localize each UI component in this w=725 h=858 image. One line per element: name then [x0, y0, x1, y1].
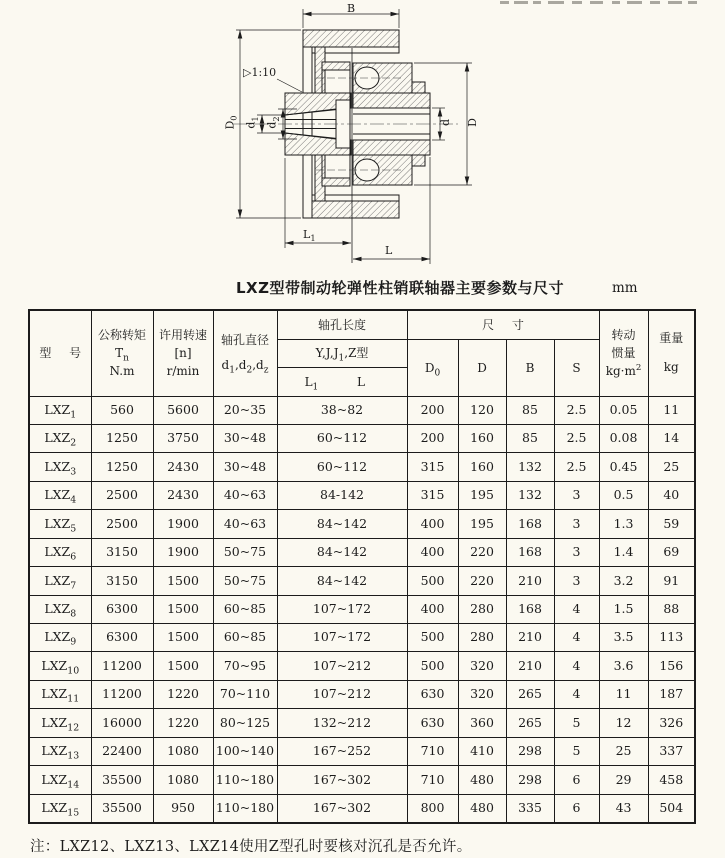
table-row: [29, 481, 695, 509]
value-cell: 25: [648, 453, 695, 481]
header-L: L: [356, 374, 365, 389]
model-cell: $LXZ_4$: [29, 481, 91, 509]
value-cell: 6: [554, 794, 599, 822]
header-D0: $D_0$: [407, 339, 458, 396]
model-cell: $LXZ_3$: [29, 453, 91, 481]
value-cell: 2430: [153, 453, 213, 481]
header-B: B: [506, 339, 554, 396]
value-cell: 337: [648, 737, 695, 765]
footnote: 注：LXZ12、LXZ13、LXZ14使用Z型孔时要核对沉孔是否允许。: [30, 839, 472, 855]
value-cell: 1.3: [599, 510, 648, 538]
value-cell: 1500: [153, 595, 213, 623]
value-cell: 70~110: [213, 680, 277, 708]
value-cell: 84~142: [277, 538, 407, 566]
value-cell: 2500: [91, 481, 153, 509]
value-cell: 298: [506, 737, 554, 765]
value-cell: 630: [407, 709, 458, 737]
value-cell: 160: [458, 424, 506, 452]
value-cell: 187: [648, 680, 695, 708]
table-row: [29, 424, 695, 452]
value-cell: 360: [458, 709, 506, 737]
dim-label-D: D: [465, 118, 479, 127]
value-cell: 1220: [153, 680, 213, 708]
value-cell: 326: [648, 709, 695, 737]
table-header: [29, 310, 695, 396]
table-row: [29, 453, 695, 481]
value-cell: 107~172: [277, 595, 407, 623]
value-cell: 0.05: [599, 396, 648, 424]
value-cell: 195: [458, 481, 506, 509]
header-model: 型 号: [29, 310, 91, 396]
value-cell: 560: [91, 396, 153, 424]
header-bore-diameter: 轴孔直径 $d_1,d_2,d_z$: [213, 310, 277, 396]
value-cell: 132: [506, 481, 554, 509]
value-cell: 85: [506, 396, 554, 424]
dim-label-L1: $L_1$: [303, 228, 316, 244]
value-cell: 280: [458, 624, 506, 652]
value-cell: 3: [554, 567, 599, 595]
value-cell: 29: [599, 766, 648, 794]
value-cell: 167~252: [277, 737, 407, 765]
value-cell: 710: [407, 766, 458, 794]
table-row: [29, 680, 695, 708]
table-row: [29, 652, 695, 680]
value-cell: 40~63: [213, 510, 277, 538]
header-bore-type: $Y,J,J_1,Z$型: [277, 339, 407, 367]
model-cell: $LXZ_7$: [29, 567, 91, 595]
table-row: [29, 538, 695, 566]
value-cell: 70~95: [213, 652, 277, 680]
value-cell: 5: [554, 737, 599, 765]
value-cell: 40~63: [213, 481, 277, 509]
table-row: [29, 766, 695, 794]
value-cell: 3: [554, 481, 599, 509]
value-cell: 315: [407, 453, 458, 481]
value-cell: 265: [506, 680, 554, 708]
value-cell: 400: [407, 595, 458, 623]
model-cell: $LXZ_5$: [29, 510, 91, 538]
value-cell: 3150: [91, 538, 153, 566]
value-cell: 113: [648, 624, 695, 652]
value-cell: 132~212: [277, 709, 407, 737]
value-cell: 100~140: [213, 737, 277, 765]
value-cell: 110~180: [213, 794, 277, 822]
value-cell: 4: [554, 652, 599, 680]
value-cell: 480: [458, 794, 506, 822]
value-cell: 210: [506, 567, 554, 595]
value-cell: 168: [506, 538, 554, 566]
value-cell: 1500: [153, 624, 213, 652]
value-cell: 0.5: [599, 481, 648, 509]
model-cell: $LXZ_{10}$: [29, 652, 91, 680]
value-cell: 30~48: [213, 453, 277, 481]
value-cell: 2.5: [554, 396, 599, 424]
value-cell: 200: [407, 424, 458, 452]
value-cell: 11: [599, 680, 648, 708]
value-cell: 69: [648, 538, 695, 566]
value-cell: 0.45: [599, 453, 648, 481]
value-cell: 1.4: [599, 538, 648, 566]
value-cell: 3150: [91, 567, 153, 595]
value-cell: 120: [458, 396, 506, 424]
value-cell: 1500: [153, 567, 213, 595]
value-cell: 410: [458, 737, 506, 765]
header-S: S: [554, 339, 599, 396]
value-cell: 59: [648, 510, 695, 538]
table-row: [29, 510, 695, 538]
value-cell: 220: [458, 567, 506, 595]
value-cell: 400: [407, 538, 458, 566]
table-body: [29, 396, 695, 823]
value-cell: 4: [554, 680, 599, 708]
value-cell: 6: [554, 766, 599, 794]
value-cell: 500: [407, 652, 458, 680]
value-cell: 200: [407, 396, 458, 424]
model-cell: $LXZ_{15}$: [29, 794, 91, 822]
header-L1: $L_1$: [304, 374, 319, 392]
header-L1-L: [277, 367, 407, 396]
value-cell: 30~48: [213, 424, 277, 452]
value-cell: 3750: [153, 424, 213, 452]
value-cell: 480: [458, 766, 506, 794]
value-cell: 280: [458, 595, 506, 623]
value-cell: 800: [407, 794, 458, 822]
header-D: D: [458, 339, 506, 396]
value-cell: 950: [153, 794, 213, 822]
value-cell: 3.5: [599, 624, 648, 652]
table-row: [29, 567, 695, 595]
value-cell: 500: [407, 624, 458, 652]
value-cell: 3.2: [599, 567, 648, 595]
value-cell: 1220: [153, 709, 213, 737]
value-cell: 168: [506, 510, 554, 538]
model-cell: $LXZ_9$: [29, 624, 91, 652]
value-cell: 1250: [91, 453, 153, 481]
value-cell: 60~112: [277, 424, 407, 452]
value-cell: 1080: [153, 766, 213, 794]
coupling-section-drawing: [0, 0, 725, 272]
value-cell: 156: [648, 652, 695, 680]
table-row: [29, 624, 695, 652]
value-cell: 50~75: [213, 567, 277, 595]
parameters-table: [28, 309, 696, 824]
value-cell: 107~212: [277, 680, 407, 708]
table-row: [29, 709, 695, 737]
value-cell: 4: [554, 624, 599, 652]
value-cell: 43: [599, 794, 648, 822]
value-cell: 11200: [91, 652, 153, 680]
cropped-text-artifact: [500, 1, 697, 4]
value-cell: 84~142: [277, 510, 407, 538]
value-cell: 60~112: [277, 453, 407, 481]
model-cell: $LXZ_{13}$: [29, 737, 91, 765]
value-cell: 2.5: [554, 424, 599, 452]
model-cell: $LXZ_{11}$: [29, 680, 91, 708]
value-cell: 1500: [153, 652, 213, 680]
dim-label-d: d: [439, 118, 453, 127]
value-cell: 195: [458, 510, 506, 538]
value-cell: 35500: [91, 766, 153, 794]
taper-annotation: ▷1:10: [243, 66, 277, 79]
value-cell: 0.08: [599, 424, 648, 452]
value-cell: 20~35: [213, 396, 277, 424]
value-cell: 1.5: [599, 595, 648, 623]
value-cell: 14: [648, 424, 695, 452]
value-cell: 710: [407, 737, 458, 765]
header-weight: 重量 kg: [648, 310, 695, 396]
value-cell: 25: [599, 737, 648, 765]
value-cell: 167~302: [277, 766, 407, 794]
model-cell: $LXZ_8$: [29, 595, 91, 623]
value-cell: 11: [648, 396, 695, 424]
value-cell: 16000: [91, 709, 153, 737]
value-cell: 220: [458, 538, 506, 566]
value-cell: 1250: [91, 424, 153, 452]
model-cell: $LXZ_2$: [29, 424, 91, 452]
header-inertia: 转动 惯量 $kg\cdot m^2$: [599, 310, 648, 396]
value-cell: 168: [506, 595, 554, 623]
dim-label-d2: $d_2$: [265, 116, 281, 129]
table-row: [29, 595, 695, 623]
table-row: [29, 794, 695, 822]
value-cell: 210: [506, 624, 554, 652]
header-torque: 公称转矩$T_n$ N.m: [91, 310, 153, 396]
value-cell: 3: [554, 538, 599, 566]
value-cell: 500: [407, 567, 458, 595]
model-cell: $LXZ_{12}$: [29, 709, 91, 737]
value-cell: 38~82: [277, 396, 407, 424]
value-cell: 84-142: [277, 481, 407, 509]
dim-label-B: B: [347, 2, 356, 15]
header-size: 尺 寸: [407, 310, 599, 339]
value-cell: 4: [554, 595, 599, 623]
value-cell: 110~180: [213, 766, 277, 794]
table-title: LXZ型带制动轮弹性柱销联轴器主要参数与尺寸: [235, 279, 564, 297]
header-speed: 许用转速 [n] r/min: [153, 310, 213, 396]
value-cell: 107~212: [277, 652, 407, 680]
value-cell: 160: [458, 453, 506, 481]
value-cell: 335: [506, 794, 554, 822]
unit-label: mm: [612, 280, 638, 296]
value-cell: 84~142: [277, 567, 407, 595]
dim-label-L: L: [385, 244, 393, 257]
value-cell: 2430: [153, 481, 213, 509]
value-cell: 400: [407, 510, 458, 538]
value-cell: 504: [648, 794, 695, 822]
value-cell: 210: [506, 652, 554, 680]
value-cell: 1900: [153, 538, 213, 566]
table-row: [29, 737, 695, 765]
value-cell: 80~125: [213, 709, 277, 737]
value-cell: 107~172: [277, 624, 407, 652]
model-cell: $LXZ_1$: [29, 396, 91, 424]
value-cell: 35500: [91, 794, 153, 822]
value-cell: 3: [554, 510, 599, 538]
value-cell: 5600: [153, 396, 213, 424]
dim-label-D0: $D_0$: [223, 115, 239, 130]
value-cell: 40: [648, 481, 695, 509]
value-cell: 630: [407, 680, 458, 708]
value-cell: 458: [648, 766, 695, 794]
model-cell: $LXZ_6$: [29, 538, 91, 566]
value-cell: 2.5: [554, 453, 599, 481]
value-cell: 11200: [91, 680, 153, 708]
value-cell: 91: [648, 567, 695, 595]
value-cell: 320: [458, 680, 506, 708]
value-cell: 167~302: [277, 794, 407, 822]
value-cell: 6300: [91, 595, 153, 623]
value-cell: 132: [506, 453, 554, 481]
value-cell: 85: [506, 424, 554, 452]
value-cell: 315: [407, 481, 458, 509]
value-cell: 6300: [91, 624, 153, 652]
header-bore-length: 轴孔长度: [277, 310, 407, 339]
value-cell: 2500: [91, 510, 153, 538]
value-cell: 12: [599, 709, 648, 737]
value-cell: 265: [506, 709, 554, 737]
value-cell: 22400: [91, 737, 153, 765]
value-cell: 60~85: [213, 595, 277, 623]
value-cell: 298: [506, 766, 554, 794]
table-row: [29, 396, 695, 424]
model-cell: $LXZ_{14}$: [29, 766, 91, 794]
value-cell: 5: [554, 709, 599, 737]
dim-label-d1: $d_1$: [244, 116, 260, 129]
value-cell: 60~85: [213, 624, 277, 652]
value-cell: 320: [458, 652, 506, 680]
value-cell: 50~75: [213, 538, 277, 566]
value-cell: 1080: [153, 737, 213, 765]
value-cell: 1900: [153, 510, 213, 538]
value-cell: 88: [648, 595, 695, 623]
value-cell: 3.6: [599, 652, 648, 680]
